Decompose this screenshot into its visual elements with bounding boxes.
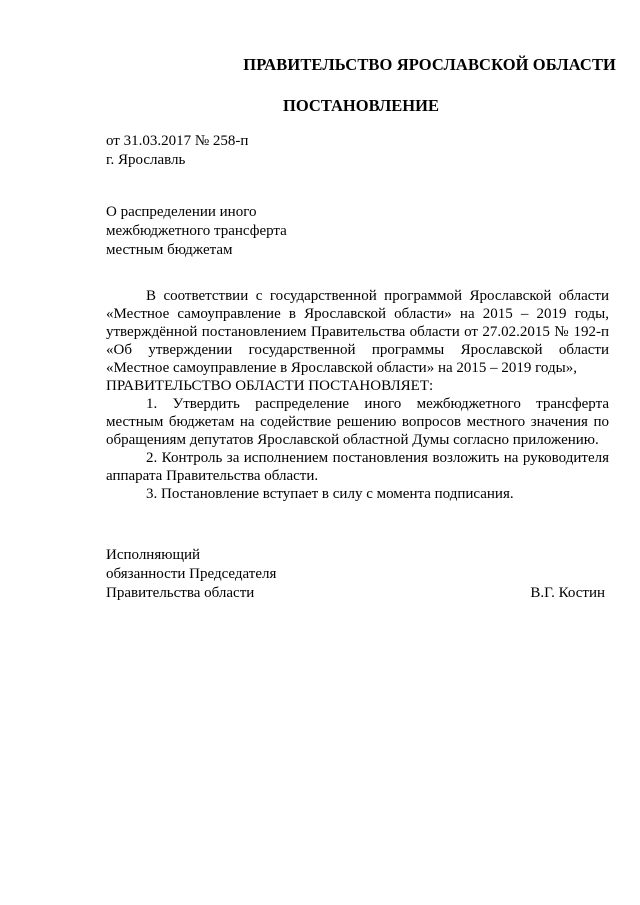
signatory-name: В.Г. Костин bbox=[530, 585, 605, 601]
item-paragraph: 2. Контроль за исполнением постановления возложить на руководителя аппарата Правительства области. bbox=[106, 450, 609, 484]
resolves-line: ПРАВИТЕЛЬСТВО ОБЛАСТИ ПОСТАНОВЛЯЕТ: bbox=[106, 378, 434, 394]
document-dateline bbox=[106, 132, 248, 170]
document-body bbox=[106, 287, 609, 503]
subject-line: местным бюджетам bbox=[106, 242, 233, 258]
signatory-position bbox=[106, 546, 276, 603]
document-type-title: ПОСТАНОВЛЕНИЕ bbox=[283, 96, 439, 115]
subject-line: О распределении иного bbox=[106, 204, 257, 220]
city: г. Ярославль bbox=[106, 152, 186, 168]
position-line: Правительства области bbox=[106, 585, 255, 601]
preamble-paragraph: В соответствии с государственной программой Ярославской области «Местное самоуправление в Ярославской области» на 2015 – 2019 годы, утверждённой постановлением Правительства области от 27.02.2015 № 192-п «Об утверждении государственной программы Ярославской области «Местное самоуправление в Ярославской области» на 2015 – 2019 годы», bbox=[106, 288, 609, 376]
subject-line: межбюджетного трансферта bbox=[106, 223, 287, 239]
position-line: Исполняющий bbox=[106, 547, 201, 563]
item-paragraph: 1. Утвердить распределение иного межбюджетного трансферта местным бюджетам на содействие решению вопросов местного значения по обращениям депутатов Ярославской областной Думы согласно приложению. bbox=[106, 396, 609, 448]
date-number: от 31.03.2017 № 258-п bbox=[106, 133, 249, 149]
government-title: ПРАВИТЕЛЬСТВО ЯРОСЛАВСКОЙ ОБЛАСТИ bbox=[243, 55, 616, 74]
document-subject bbox=[106, 203, 287, 260]
position-line: обязанности Председателя bbox=[106, 566, 277, 582]
item-paragraph: 3. Постановление вступает в силу с момента подписания. bbox=[146, 486, 514, 502]
